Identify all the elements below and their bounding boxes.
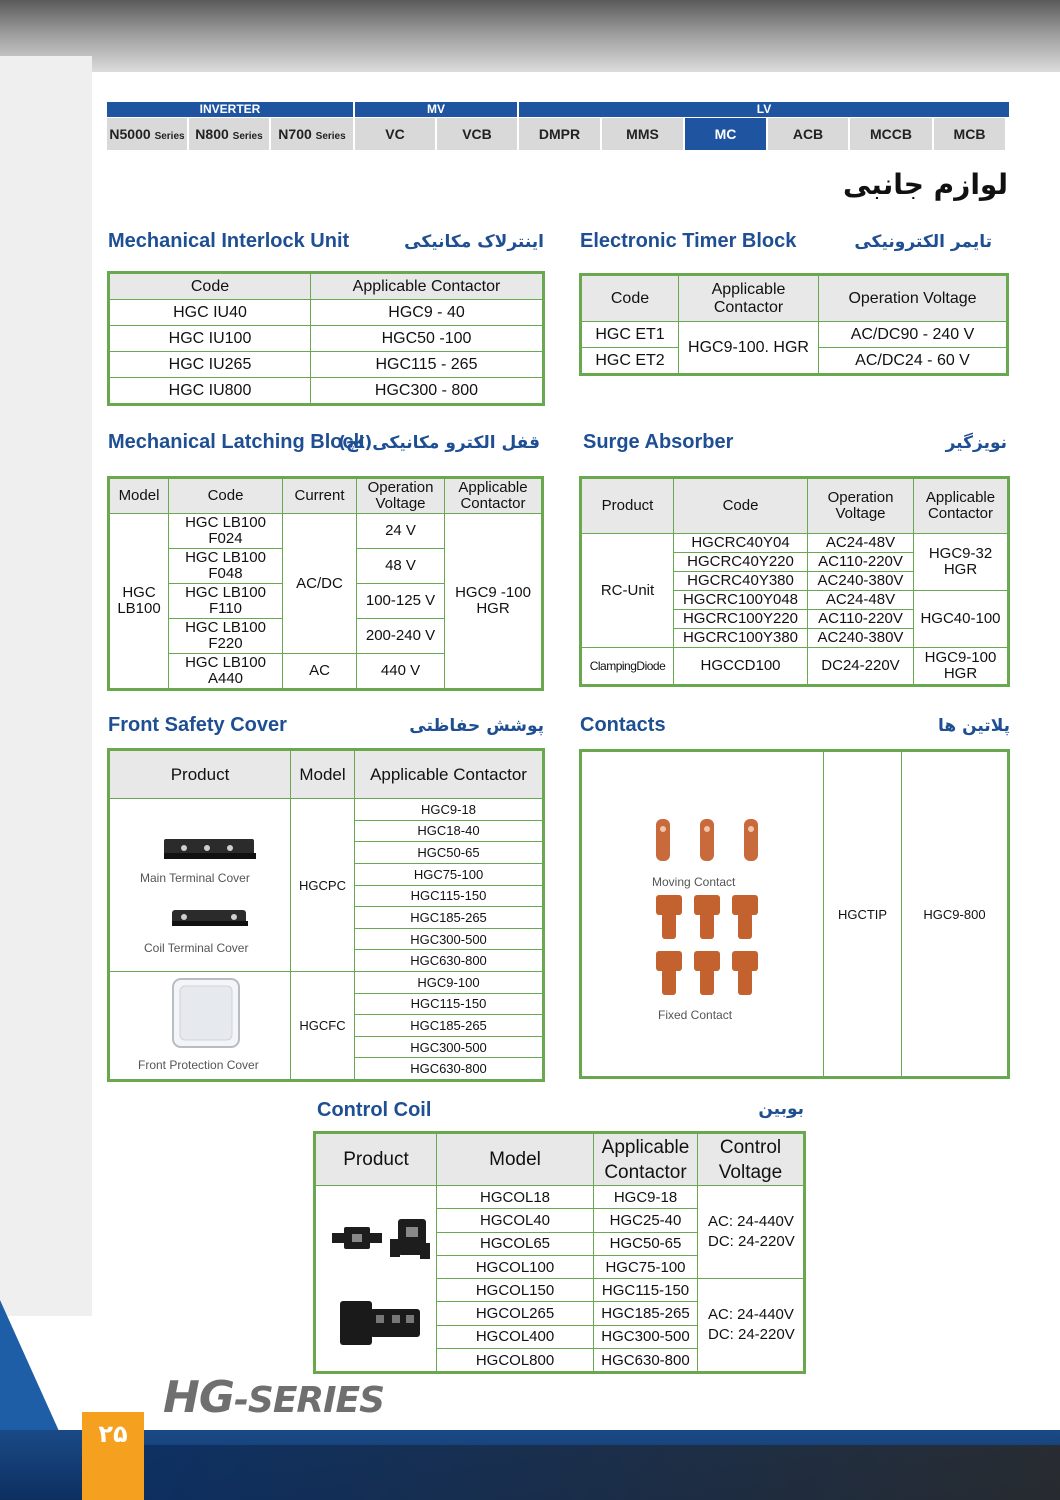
cell-voltage: 100-125 V <box>357 584 445 619</box>
cell-contactor: HGC185-265 <box>355 907 543 929</box>
cell-code: HGCCD100 <box>674 648 808 685</box>
cell-contactor: HGC115-150 <box>355 993 543 1015</box>
table-row <box>582 752 1008 1077</box>
col-header: Applicable Contactor <box>679 276 819 322</box>
col-header: Model <box>291 751 355 799</box>
large-coil-icon <box>336 1291 426 1351</box>
interlock-title-en: Mechanical Interlock Unit <box>108 230 350 252</box>
cell-contactor: HGC9-800 <box>902 752 1008 1077</box>
table-row <box>110 514 542 549</box>
nav-tab-n5000[interactable]: N5000 Series <box>107 118 189 150</box>
hg-series-logo: HG-SERIES <box>163 1372 385 1423</box>
cell-voltage: AC/DC90 - 240 V <box>819 322 1007 348</box>
cell-code: HGC ET2 <box>582 348 679 374</box>
surge-table <box>581 478 1008 685</box>
cell-voltage: AC240-380V <box>808 572 914 591</box>
cell-contactor: HGC75-100 <box>594 1255 698 1278</box>
category-nav <box>107 102 1009 150</box>
cell-contactor: HGC115 - 265 <box>311 352 543 378</box>
table-row <box>110 352 543 378</box>
col-header: Product <box>110 751 291 799</box>
cell-code: HGC LB100 A440 <box>169 654 283 689</box>
table-row <box>110 972 543 994</box>
timer-table <box>581 275 1007 374</box>
cell-model: HGC LB100 <box>110 514 169 689</box>
front-protection-cover-caption: Front Protection Cover <box>138 1058 259 1073</box>
cell-code: HGC IU265 <box>110 352 311 378</box>
cell-voltage: 48 V <box>357 549 445 584</box>
coil-images <box>316 1186 437 1372</box>
col-header: Operation Voltage <box>808 479 914 534</box>
cell-contactor: HGC300-500 <box>594 1325 698 1348</box>
cell-contactor: HGC630-800 <box>594 1349 698 1372</box>
latching-title-fa: قفل الکترو مکانیکی(لچ) <box>338 433 540 453</box>
cell-code: HGC IU100 <box>110 326 311 352</box>
cell-product: ClampingDiode <box>582 648 674 685</box>
col-header: Code <box>110 274 311 300</box>
cell-contactor: HGC18-40 <box>355 820 543 842</box>
table-row <box>316 1186 804 1209</box>
cell-code: HGCRC100Y380 <box>674 629 808 648</box>
cell-model: HGCOL100 <box>437 1255 594 1278</box>
col-header: Model <box>110 479 169 514</box>
cell-model: HGCFC <box>291 972 355 1080</box>
cell-current: AC/DC <box>283 514 357 654</box>
contacts-title-en: Contacts <box>580 714 666 736</box>
col-header: Operation Voltage <box>819 276 1007 322</box>
cover-title-fa: پوشش حفاظتی <box>409 716 544 736</box>
cell-contactor: HGC9-18 <box>355 799 543 821</box>
col-header: Product <box>316 1134 437 1186</box>
nav-tab-mc[interactable]: MC <box>685 118 768 150</box>
surge-title-en: Surge Absorber <box>583 431 734 453</box>
col-header: Code <box>674 479 808 534</box>
coil-terminal-cover-icon <box>170 905 250 931</box>
cell-voltage: AC110-220V <box>808 610 914 629</box>
col-header: Product <box>582 479 674 534</box>
page-title: لوازم جانبی <box>842 168 1008 201</box>
nav-group-mv: MV <box>355 102 519 117</box>
nav-tab-vcb[interactable]: VCB <box>437 118 519 150</box>
nav-group-lv: LV <box>519 102 1009 117</box>
nav-items <box>107 118 1009 150</box>
page-number: ۲۵ <box>82 1412 144 1500</box>
col-header: Model <box>437 1134 594 1186</box>
cell-model: HGCOL65 <box>437 1232 594 1255</box>
nav-tab-n700[interactable]: N700 Series <box>271 118 355 150</box>
cell-contactor: HGC40-100 <box>914 591 1008 648</box>
cell-code: HGCRC40Y380 <box>674 572 808 591</box>
col-header: Current <box>283 479 357 514</box>
fixed-contact-icon <box>652 893 762 1013</box>
cell-code: HGCRC40Y04 <box>674 534 808 553</box>
main-terminal-cover-icon <box>162 835 262 863</box>
cell-contactor: HGC50-65 <box>594 1232 698 1255</box>
cell-contactor: HGC25-40 <box>594 1209 698 1232</box>
col-header: Code <box>582 276 679 322</box>
coil-table <box>315 1133 804 1372</box>
contacts-table <box>581 751 1008 1077</box>
timer-title-en: Electronic Timer Block <box>580 230 797 252</box>
contacts-images <box>582 752 824 1077</box>
cell-code: HGC ET1 <box>582 322 679 348</box>
left-margin <box>0 56 92 1316</box>
cell-code: HGC IU800 <box>110 378 311 404</box>
col-header: Applicable Contactor <box>594 1134 698 1186</box>
nav-tab-mccb[interactable]: MCCB <box>850 118 934 150</box>
col-header: Control Voltage <box>698 1134 804 1186</box>
cell-contactor: HGC115-150 <box>355 885 543 907</box>
cell-contactor: HGC630-800 <box>355 1058 543 1080</box>
cell-voltage: AC24-48V <box>808 591 914 610</box>
timer-title-fa: تایمر الکترونیکی <box>854 232 992 252</box>
cell-model: HGCOL40 <box>437 1209 594 1232</box>
terminal-cover-images <box>110 799 291 972</box>
col-header: Applicable Contactor <box>914 479 1008 534</box>
cell-contactor: HGC9-100. HGR <box>679 322 819 374</box>
coil-title-fa: بوبین <box>758 1099 804 1119</box>
latching-title-en: Mechanical Latching Block <box>108 431 365 453</box>
table-row <box>110 378 543 404</box>
cell-model: HGCPC <box>291 799 355 972</box>
coil-terminal-cover-caption: Coil Terminal Cover <box>144 941 249 955</box>
latching-table <box>109 478 542 689</box>
table-row <box>582 648 1008 685</box>
nav-tab-vc[interactable]: VC <box>355 118 437 150</box>
main-terminal-cover-caption: Main Terminal Cover <box>140 871 250 885</box>
cell-voltage: AC/DC24 - 60 V <box>819 348 1007 374</box>
nav-tab-n800[interactable]: N800 Series <box>189 118 271 150</box>
nav-groups <box>107 102 1009 117</box>
cell-code: HGCRC100Y220 <box>674 610 808 629</box>
cell-contactor: HGC9-18 <box>594 1186 698 1209</box>
cell-code: HGC IU40 <box>110 300 311 326</box>
nav-tab-acb[interactable]: ACB <box>768 118 850 150</box>
cell-contactor: HGC115-150 <box>594 1279 698 1302</box>
table-row <box>110 799 543 821</box>
cell-model: HGCOL18 <box>437 1186 594 1209</box>
fixed-contact-caption: Fixed Contact <box>658 1008 733 1022</box>
table-row <box>110 326 543 352</box>
cell-contactor: HGC300-500 <box>355 1036 543 1058</box>
cell-contactor: HGC185-265 <box>355 1015 543 1037</box>
cell-code: HGCRC100Y048 <box>674 591 808 610</box>
moving-contact-icon <box>648 815 766 867</box>
cell-contactor: HGC9 - 40 <box>311 300 543 326</box>
cell-contactor: HGC9-32 HGR <box>914 534 1008 591</box>
nav-tab-dmpr[interactable]: DMPR <box>519 118 602 150</box>
nav-tab-mcb[interactable]: MCB <box>934 118 1005 150</box>
cover-title-en: Front Safety Cover <box>108 714 287 736</box>
bottom-banner-shade <box>140 1445 1060 1500</box>
table-row <box>110 300 543 326</box>
surge-title-fa: نویزگیر <box>945 433 1007 453</box>
col-header: Applicable Contactor <box>355 751 543 799</box>
cell-contactor: HGC50-65 <box>355 842 543 864</box>
cell-voltage: AC: 24-440V DC: 24-220V <box>698 1186 804 1279</box>
table-row <box>582 322 1007 348</box>
cell-voltage: 440 V <box>357 654 445 689</box>
cell-model: HGCOL800 <box>437 1349 594 1372</box>
cell-code: HGC LB100 F048 <box>169 549 283 584</box>
cell-current: AC <box>283 654 357 689</box>
cell-model: HGCOL265 <box>437 1302 594 1325</box>
interlock-table <box>109 273 543 404</box>
cover-table <box>109 750 543 1080</box>
nav-group-inverter: INVERTER <box>107 102 355 117</box>
cell-code: HGCRC40Y220 <box>674 553 808 572</box>
cell-model: HGCOL150 <box>437 1279 594 1302</box>
cell-model: HGCOL400 <box>437 1325 594 1348</box>
cell-contactor: HGC185-265 <box>594 1302 698 1325</box>
moving-contact-caption: Moving Contact <box>652 875 736 889</box>
front-protection-cover-icon <box>170 976 244 1050</box>
cell-contactor: HGC9-100 HGR <box>914 648 1008 685</box>
col-header: Code <box>169 479 283 514</box>
contacts-title-fa: پلاتین ها <box>937 716 1010 736</box>
cell-code: HGC LB100 F024 <box>169 514 283 549</box>
top-banner <box>0 0 1060 72</box>
cell-voltage: 200-240 V <box>357 619 445 654</box>
col-header: Operation Voltage <box>357 479 445 514</box>
small-coil-icon <box>328 1215 432 1263</box>
front-protection-cover-image <box>110 972 291 1080</box>
cell-code: HGC LB100 F110 <box>169 584 283 619</box>
cell-code: HGC LB100 F220 <box>169 619 283 654</box>
coil-title-en: Control Coil <box>317 1099 432 1121</box>
cell-voltage: DC24-220V <box>808 648 914 685</box>
cell-contactor: HGC75-100 <box>355 863 543 885</box>
table-row <box>582 534 1008 553</box>
cell-voltage: AC110-220V <box>808 553 914 572</box>
cell-contactor: HGC9 -100 HGR <box>445 514 542 689</box>
col-header: Applicable Contactor <box>445 479 542 514</box>
cell-product: RC-Unit <box>582 534 674 648</box>
cell-contactor: HGC300 - 800 <box>311 378 543 404</box>
cell-voltage: AC240-380V <box>808 629 914 648</box>
cell-model: HGCTIP <box>824 752 902 1077</box>
nav-tab-mms[interactable]: MMS <box>602 118 685 150</box>
cell-contactor: HGC300-500 <box>355 928 543 950</box>
cell-contactor: HGC630-800 <box>355 950 543 972</box>
cell-voltage: AC24-48V <box>808 534 914 553</box>
interlock-title-fa: اینترلاک مکانیکی <box>404 232 544 252</box>
col-header: Applicable Contactor <box>311 274 543 300</box>
cell-contactor: HGC50 -100 <box>311 326 543 352</box>
cell-voltage: 24 V <box>357 514 445 549</box>
cell-voltage: AC: 24-440V DC: 24-220V <box>698 1279 804 1372</box>
cell-contactor: HGC9-100 <box>355 972 543 994</box>
